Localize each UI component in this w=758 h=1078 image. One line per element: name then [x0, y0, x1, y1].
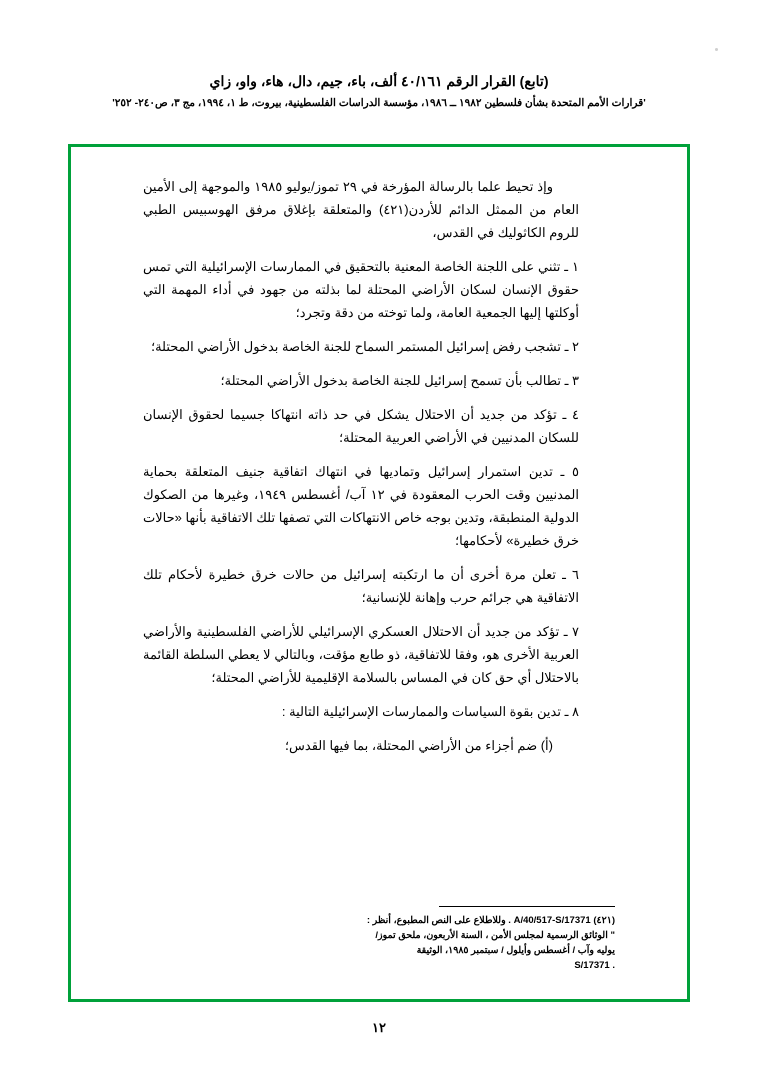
body-paragraph: ٧ ـ تؤكد من جديد أن الاحتلال العسكري الإسرائيلي للأراضي الفلسطينية والأراضي العربية الأخرى هو، وفقا للاتفاقية، ذو طابع مؤقت، وبالتالي لا يعطي السلطة القائمة بالاحتلال أي حق كان في المساس بالسلامة الإقليمية للأراضي المحتلة؛ [143, 624, 579, 685]
footnote-block [143, 906, 615, 973]
body-paragraph: ٦ ـ تعلن مرة أخرى أن ما ارتكبته إسرائيل من حالات خرق خطيرة لأحكام تلك الاتفاقية هي جرائم حرب وإهانة للإنسانية؛ [143, 567, 579, 605]
footnote-divider [439, 906, 615, 907]
header-source-line: 'قرارات الأمم المتحدة بشأن فلسطين ١٩٨٢ ــ ١٩٨٦، مؤسسة الدراسات الفلسطينية، بيروت، ط ١، ١٩٩٤، مج ٣، ص٢٤٠- ٢٥٢' [112, 97, 646, 109]
page-number: ١٢ [372, 1020, 386, 1035]
body-paragraph: ٢ ـ تشجب رفض إسرائيل المستمر السماح للجنة الخاصة بدخول الأراضي المحتلة؛ [150, 339, 579, 354]
footnote-line: . S/17371 [574, 960, 615, 971]
document-body [143, 175, 579, 757]
body-paragraph: ٨ ـ تدين بقوة السياسات والممارسات الإسرائيلية التالية : [281, 704, 579, 719]
body-paragraph: وإذ تحيط علما بالرسالة المؤرخة في ٢٩ تموز/يوليو ١٩٨٥ والموجهة إلى الأمين العام من الممثل الدائم للأردن(٤٢١) والمتعلقة بإغلاق مرفق الهوسبيس الطبي للروم الكاثوليك في القدس، [143, 179, 579, 240]
body-paragraph: ٣ ـ تطالب بأن تسمح إسرائيل للجنة الخاصة بدخول الأراضي المحتلة؛ [220, 373, 579, 388]
footnote-line: " الوثائق الرسمية لمجلس الأمن ، السنة الأربعون، ملحق تموز/ [375, 930, 615, 941]
body-paragraph: (أ) ضم أجزاء من الأراضي المحتلة، بما فيها القدس؛ [284, 738, 553, 753]
footnote-line: يوليه وآب / أغسطس وأيلول / سبتمبر ١٩٨٥، الوثيقة [416, 945, 615, 956]
body-paragraph: ٤ ـ تؤكد من جديد أن الاحتلال يشكل في حد ذاته انتهاكا جسيما لحقوق الإنسان للسكان المدنيين في الأراضي العربية المحتلة؛ [143, 407, 579, 445]
header-title: (تابع) القرار الرقم ٤٠/١٦١ ألف، باء، جيم، دال، هاء، واو، زاي [209, 73, 549, 89]
body-paragraph: ١ ـ تثني على اللجنة الخاصة المعنية بالتحقيق في الممارسات الإسرائيلية التي تمس حقوق الإنسان لسكان الأراضي المحتلة لما بذلته من جهود في أداء المهمة التي أوكلتها إليها الجمعية العامة، ولما توخته من دقة وتجرد؛ [143, 259, 579, 320]
footnote-line: (٤٢١) ‎A/40/517-S/17371‎ . وللاطلاع على النص المطبوع، أنظر : [366, 915, 615, 926]
green-border-frame [68, 144, 690, 1002]
page-header [0, 72, 758, 110]
page-corner-mark [715, 48, 718, 51]
body-paragraph: ٥ ـ تدين استمرار إسرائيل وتماديها في انتهاك اتفاقية جنيف المتعلقة بحماية المدنيين وقت الحرب المعقودة في ١٢ آب/ أغسطس ١٩٤٩، وغيرها من الصكوك الدولية المنطبقة، وتدين بوجه خاص الانتهاكات التي تصفها تلك الاتفاقية بأنها «حالات خرق خطيرة» لأحكامها؛ [143, 464, 579, 548]
